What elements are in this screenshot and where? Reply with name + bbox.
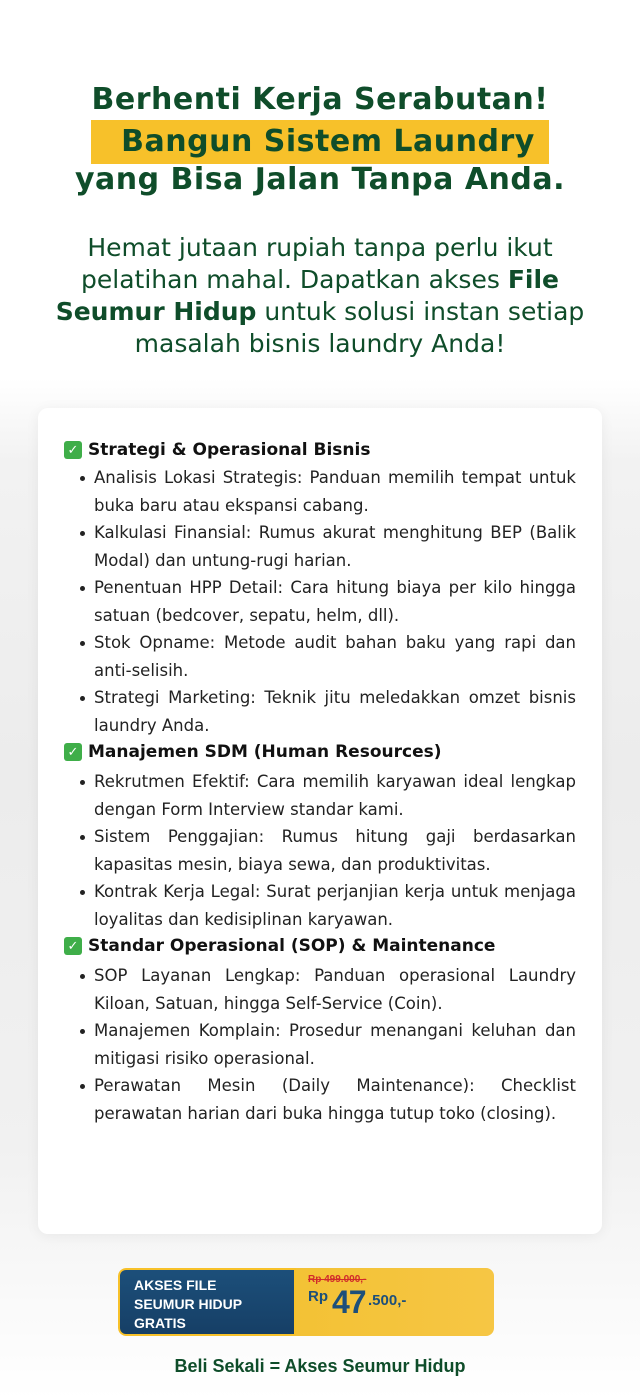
subheadline-bold: File Seumur Hidup [55,265,559,326]
list-item: Perawatan Mesin (Daily Maintenance): Checklist perawatan harian dari buka hingga tutup toko (closing). [80,1072,576,1127]
offer-label [118,1268,296,1336]
headline-line-1: Berhenti Kerja Serabutan! [91,82,549,117]
check-square-icon: ✓ [64,441,82,459]
check-square-icon: ✓ [64,743,82,761]
list-item: SOP Layanan Lengkap: Panduan operasional Laundry Kiloan, Satuan, hingga Self-Service (Coin). [80,962,576,1017]
list-item: Manajemen Komplain: Prosedur menangani keluhan dan mitigasi risiko operasional. [80,1017,576,1072]
subheadline-part-2: untuk solusi instan setiap masalah bisnis laundry Anda! [134,297,585,358]
section-title-sop [64,936,495,956]
section-list-hr [80,768,576,933]
list-item: Analisis Lokasi Strategis: Panduan memilih tempat untuk buka baru atau ekspansi cabang. [80,464,576,519]
list-item: Kontrak Kerja Legal: Surat perjanjian kerja untuk menjaga loyalitas dan kedisiplinan karyawan. [80,878,576,933]
benefits-card [38,408,602,1234]
headline-line-2 [0,120,640,164]
footer-text: Beli Sekali = Akses Seumur Hidup [174,1356,466,1376]
list-item: Penentuan HPP Detail: Cara hitung biaya per kilo hingga satuan (bedcover, sepatu, helm, dll). [80,574,576,629]
check-square-icon: ✓ [64,937,82,955]
section-title-hr [64,742,441,762]
price-currency: Rp [308,1288,328,1305]
offer-banner[interactable] [118,1268,494,1336]
list-item: Stok Opname: Metode audit bahan baku yang rapi dan anti-selisih. [80,629,576,684]
subheadline-part-1: Hemat jutaan rupiah tanpa perlu ikut pelatihan mahal. Dapatkan akses [81,233,553,294]
section-list-strategy [80,464,576,739]
list-item: Strategi Marketing: Teknik jitu meledakkan omzet bisnis laundry Anda. [80,684,576,739]
list-item: Rekrutmen Efektif: Cara memilih karyawan ideal lengkap dengan Form Interview standar kami. [80,768,576,823]
old-price: Rp 499.000,- [308,1274,367,1285]
section-title-strategy [64,440,370,460]
price-tail: .500,- [368,1292,407,1309]
price-box [296,1268,494,1336]
section-title-text: Manajemen SDM (Human Resources) [88,742,442,762]
section-list-sop [80,962,576,1127]
section-title-text: Standar Operasional (SOP) & Maintenance [88,936,496,956]
offer-label-line-2: SEUMUR HIDUP [134,1296,243,1312]
section-title-text: Strategi & Operasional Bisnis [88,440,371,460]
headline-line-3: yang Bisa Jalan Tanpa Anda. [74,162,566,197]
offer-label-line-3: GRATIS [134,1315,186,1331]
offer-label-line-1: AKSES FILE [134,1277,217,1293]
headline-highlight: Bangun Sistem Laundry [91,120,549,164]
subheadline [54,232,586,360]
price-main: 47 [332,1284,366,1320]
list-item: Kalkulasi Finansial: Rumus akurat menghitung BEP (Balik Modal) dan untung-rugi harian. [80,519,576,574]
list-item: Sistem Penggajian: Rumus hitung gaji berdasarkan kapasitas mesin, biaya sewa, dan produktivitas. [80,823,576,878]
